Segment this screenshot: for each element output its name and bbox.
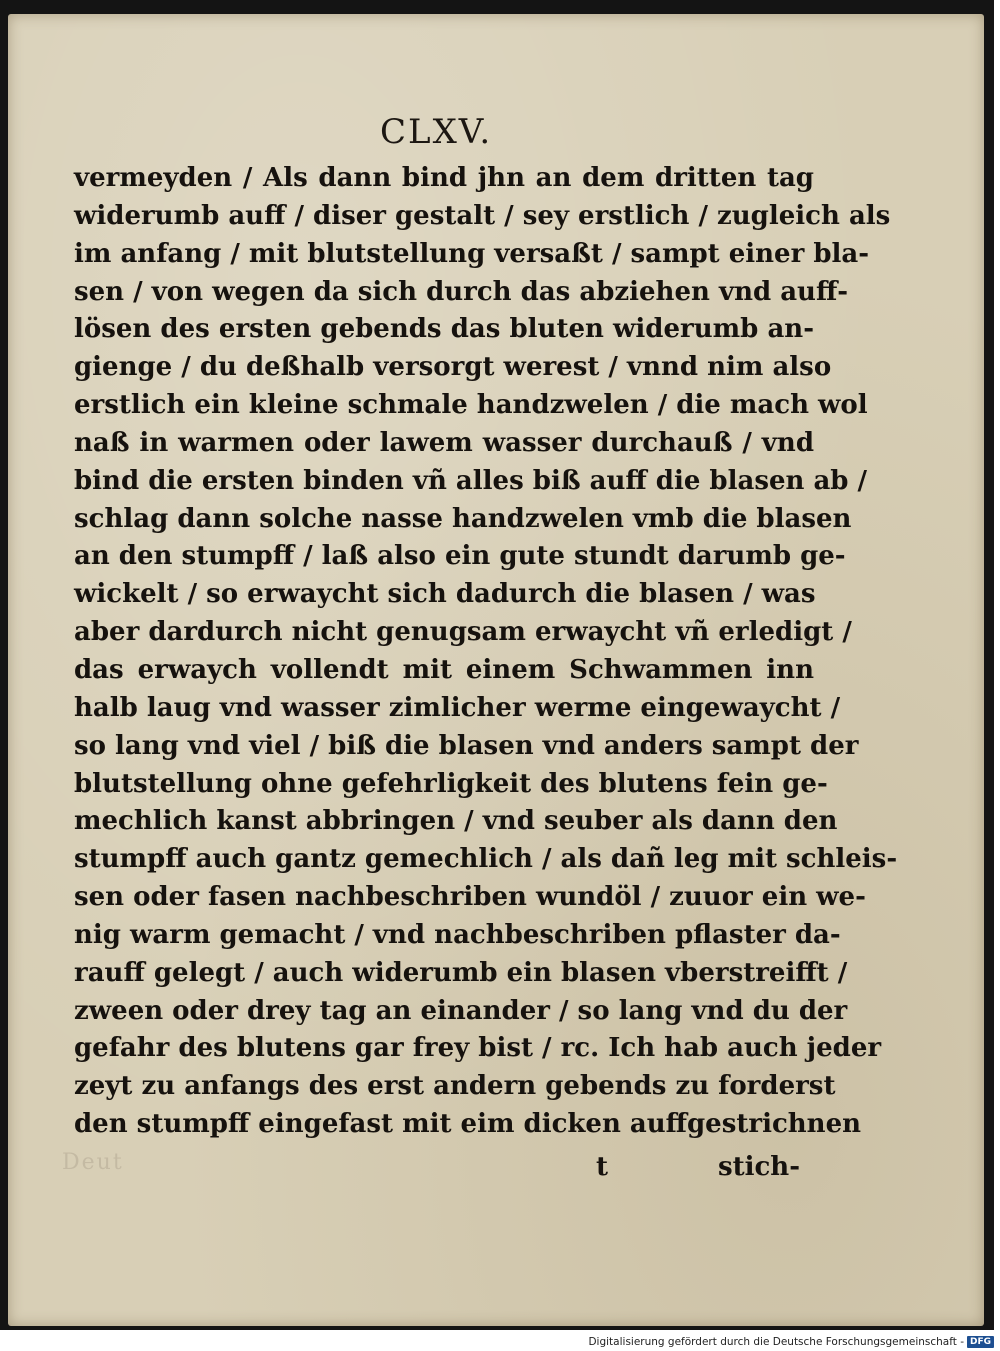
text-line: sen / von wegen da sich durch das abziehen vnd auff-: [74, 276, 849, 307]
text-line: halb laug vnd wasser zimlicher werme eingewaycht /: [74, 692, 841, 723]
show-through-bleed: Deut: [62, 1150, 124, 1175]
credit-text: Digitalisierung gefördert durch die Deutsche Forschungsgemeinschaft -: [588, 1336, 964, 1348]
text-line: lösen des ersten gebends das bluten widerumb an-: [74, 314, 814, 345]
text-line: zeyt zu anfangs des erst andern gebends zu forderst: [74, 1071, 836, 1102]
text-line: bind die ersten binden vñ alles biß auff die blasen ab /: [74, 465, 868, 496]
text-line: gefahr des blutens gar frey bist / rc. Ich hab auch jeder: [74, 1033, 882, 1064]
text-line: sen oder fasen nachbeschriben wundöl / zuuor ein we-: [74, 882, 866, 913]
text-line: nig warm gemacht / vnd nachbeschriben pflaster da-: [74, 919, 841, 950]
text-line: das erwaych vollendt mit einem Schwammen inn: [74, 654, 814, 685]
page-footer: [560, 1152, 800, 1192]
text-line: den stumpff eingefast mit eim dicken auffgestrichnen: [74, 1109, 862, 1140]
text-line: mechlich kanst abbringen / vnd seuber als dann den: [74, 806, 838, 837]
text-line: so lang vnd viel / biß die blasen vnd anders sampt der: [74, 730, 859, 761]
text-line: wickelt / so erwaycht sich dadurch die blasen / was: [74, 579, 816, 610]
body-text: [74, 160, 898, 1144]
folio-number: CLXV.: [380, 112, 493, 152]
text-line: aber dardurch nicht genugsam erwaycht vñ erledigt /: [74, 617, 852, 648]
text-line: an den stumpff / laß also ein gute stundt darumb ge-: [74, 541, 846, 572]
text-line: vermeyden / Als dann bind jhn an dem dritten tag: [74, 163, 814, 193]
text-line: widerumb auff / diser gestalt / sey erstlich / zugleich als: [74, 200, 891, 231]
text-line: blutstellung ohne gefehrligkeit des blutens fein ge-: [74, 768, 828, 799]
text-line: rauff gelegt / auch widerumb ein blasen vberstreifft /: [74, 957, 848, 988]
signature-mark: t: [596, 1152, 609, 1182]
text-line: schlag dann solche nasse handzwelen vmb die blasen: [74, 503, 852, 534]
catchword: stich-: [717, 1152, 800, 1182]
text-line: naß in warmen oder lawem wasser durchauß / vnd: [74, 427, 814, 458]
text-line: erstlich ein kleine schmale handzwelen / die mach wol: [74, 390, 868, 421]
digitization-credit: [588, 1334, 994, 1350]
text-line: gienge / du deßhalb versorgt werest / vnnd nim also: [74, 352, 832, 383]
text-line: im anfang / mit blutstellung versaßt / sampt einer bla-: [74, 238, 870, 269]
text-line: stumpff auch gantz gemechlich / als dañ leg mit schleis-: [74, 844, 898, 875]
dfg-logo: DFG: [967, 1336, 994, 1348]
text-line: zween oder drey tag an einander / so lang vnd du der: [74, 995, 848, 1026]
